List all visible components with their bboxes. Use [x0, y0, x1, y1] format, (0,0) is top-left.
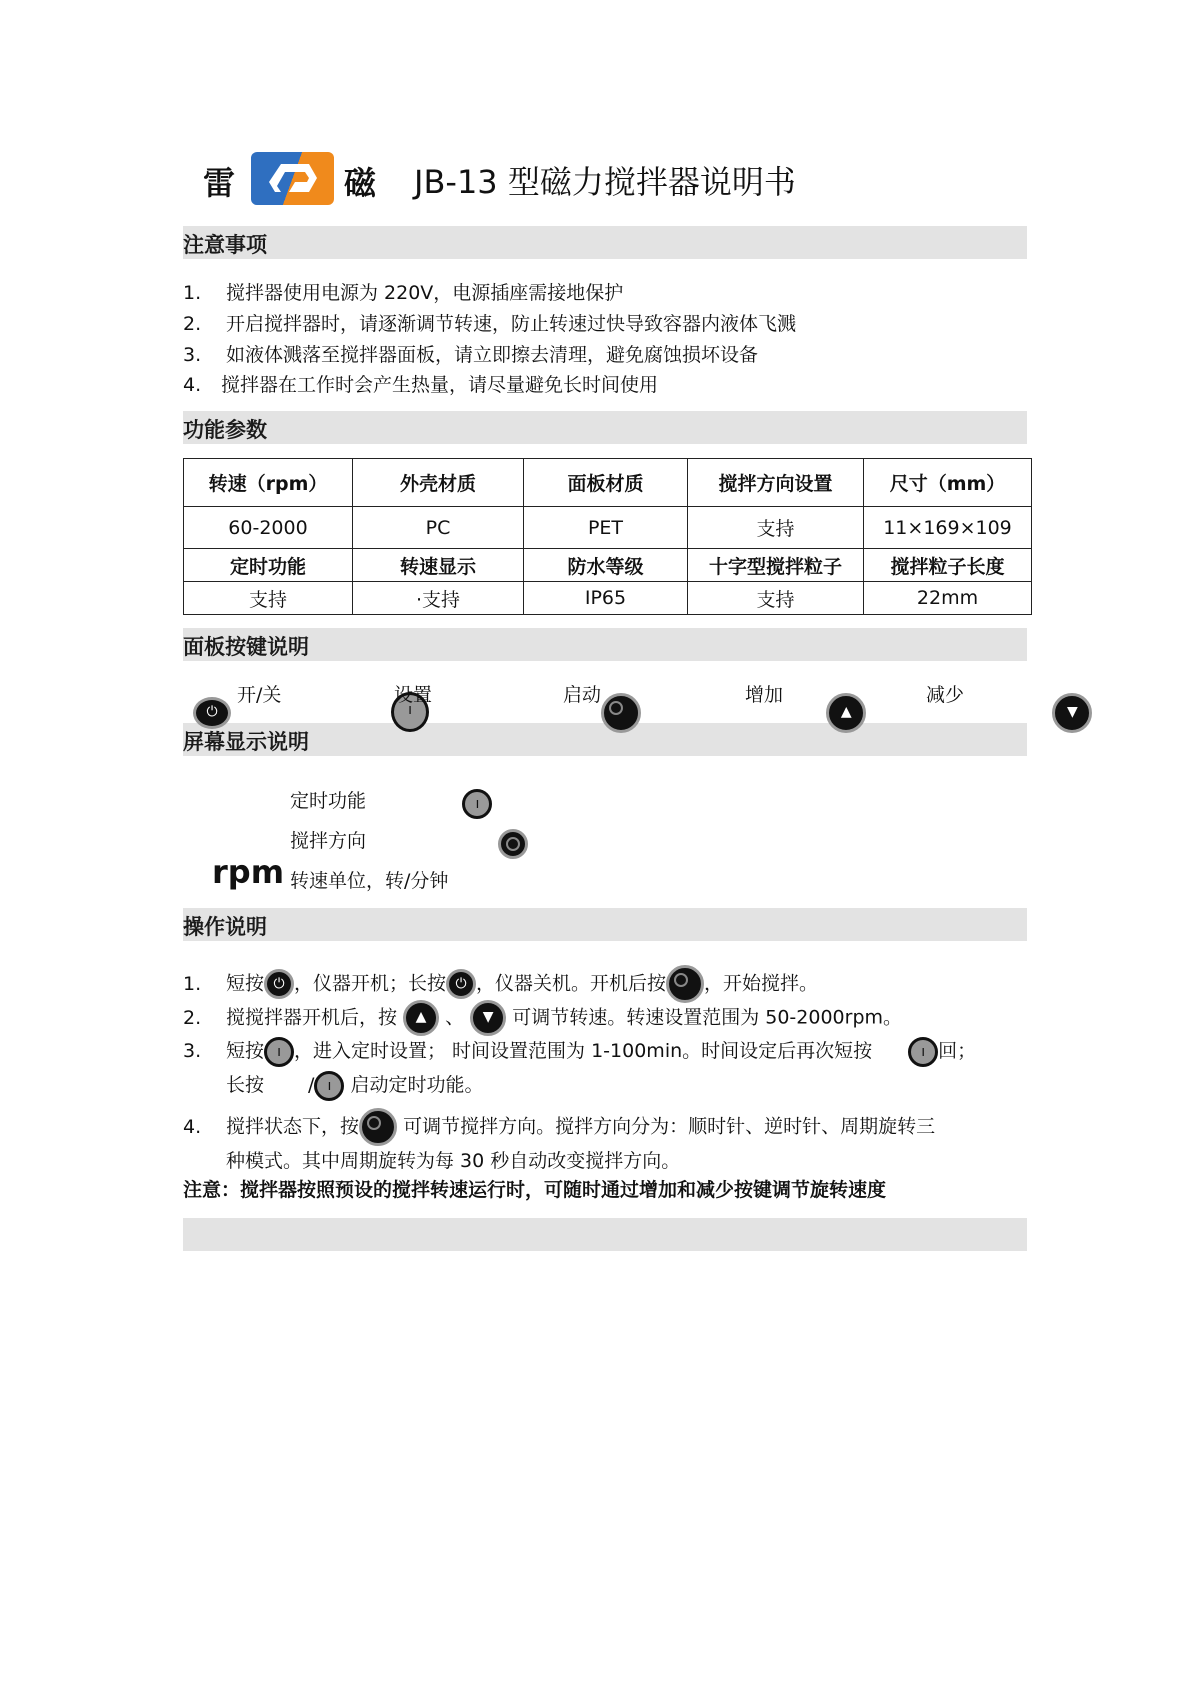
text: 可调节转速。转速设置范围为 50-2000rpm。 [512, 1006, 903, 1029]
item-text: 如液体溅落至搅拌器面板，请立即擦去清理，避免腐蚀损坏设备 [226, 344, 759, 366]
item-number: 4. [183, 374, 202, 396]
power-icon: ⏻ [193, 697, 231, 729]
key-label-set: 设置 [394, 684, 433, 706]
item-number: 3. [183, 1040, 202, 1062]
section-heading-params [183, 411, 1027, 444]
op-item-continued [183, 1146, 680, 1173]
down-arrow-icon: ▼ [1052, 693, 1092, 733]
text: ，开始搅拌。 [704, 972, 819, 995]
text: 回； [938, 1040, 977, 1062]
screen-label-timer: 定时功能 [290, 790, 367, 812]
text: 搅拌状态下，按 [226, 1115, 360, 1138]
logo-text-right: 磁 [344, 164, 377, 202]
rpm-symbol: rpm [212, 853, 285, 891]
start-ring-icon [666, 965, 704, 1003]
table-cell: PC [353, 507, 524, 549]
clock-icon: ı [462, 789, 492, 819]
notice-item [183, 340, 758, 367]
text: ，进入定时设置； 时间设置范围为 1-100min。时间设定后再次短按 [294, 1040, 873, 1062]
logo-icon [251, 152, 334, 205]
table-cell: 外壳材质 [353, 459, 524, 507]
op-item [183, 1036, 976, 1067]
text: 搅搅拌器开机后，按 [226, 1006, 398, 1029]
table-cell: 支持 [184, 582, 353, 615]
key-label-power: 开/关 [237, 684, 282, 706]
table-cell: 搅拌粒子长度 [864, 549, 1032, 582]
table-row [184, 459, 1032, 507]
table-cell: 搅拌方向设置 [688, 459, 864, 507]
op-item [183, 1070, 483, 1101]
key-label-decrease: 减少 [926, 684, 965, 706]
notice-item [183, 278, 623, 305]
clock-icon: ı [264, 1037, 294, 1067]
logo-text-left: 雷 [203, 164, 236, 202]
item-number: 2. [183, 1006, 202, 1029]
table-cell: IP65 [524, 582, 688, 615]
direction-ring-icon [498, 829, 528, 859]
up-arrow-icon: ▲ [826, 693, 866, 733]
clock-icon: ı [314, 1071, 344, 1101]
text: 可调节搅拌方向。搅拌方向分为：顺时针、逆时针、周期旋转三 [403, 1115, 936, 1138]
heading-text: 功能参数 [183, 418, 267, 442]
screen-label-rpm: 转速单位，转/分钟 [290, 870, 449, 892]
attention-note: 注意：搅拌器按照预设的搅拌转速运行时，可随时通过增加和减少按键调节旋转速度 [183, 1179, 887, 1201]
empty-section-bar [183, 1218, 1027, 1251]
up-arrow-icon: ▲ [403, 1000, 439, 1036]
table-cell: 转速（rpm） [184, 459, 353, 507]
section-heading-notice [183, 226, 1027, 259]
op-item [183, 1000, 902, 1036]
item-number: 3. [183, 344, 202, 366]
text: 种模式。其中周期旋转为每 30 秒自动改变搅拌方向。 [226, 1150, 681, 1172]
op-item [183, 965, 818, 1003]
table-cell: 11×169×109 [864, 507, 1032, 549]
table-cell: 60-2000 [184, 507, 353, 549]
notice-item [183, 309, 796, 336]
text: 短按 [226, 1040, 265, 1062]
section-heading-keys [183, 628, 1027, 661]
key-label-start: 启动 [563, 684, 602, 706]
table-cell: 22mm [864, 582, 1032, 615]
screen-label-direction: 搅拌方向 [290, 830, 367, 852]
table-cell: 面板材质 [524, 459, 688, 507]
direction-ring-icon [359, 1108, 397, 1146]
op-item [183, 1108, 935, 1146]
heading-text: 屏幕显示说明 [183, 730, 309, 754]
table-cell: 支持 [688, 507, 864, 549]
table-cell: 十字型搅拌粒子 [688, 549, 864, 582]
table-cell: ·支持 [353, 582, 524, 615]
text: ，仪器关机。开机后按 [476, 972, 667, 995]
params-table [183, 458, 1032, 615]
table-cell: 支持 [688, 582, 864, 615]
item-text: 开启搅拌器时，请逐渐调节转速，防止转速过快导致容器内液体飞溅 [226, 313, 797, 335]
table-cell: PET [524, 507, 688, 549]
clock-icon: ı [908, 1037, 938, 1067]
text: 启动定时功能。 [350, 1074, 484, 1096]
heading-text: 注意事项 [183, 233, 267, 257]
clock-icon: ı [391, 692, 429, 732]
down-arrow-icon: ▼ [470, 1000, 506, 1036]
text: 短按 [226, 972, 265, 995]
power-icon: ⏻ [446, 969, 476, 999]
start-ring-icon [601, 693, 641, 733]
item-number: 4. [183, 1115, 202, 1138]
text: 、 [445, 1006, 465, 1029]
document-title: JB-13 型磁力搅拌器说明书 [414, 163, 796, 201]
key-label-increase: 增加 [745, 684, 784, 706]
table-cell: 防水等级 [524, 549, 688, 582]
heading-text: 操作说明 [183, 915, 267, 939]
text: ，仪器开机；长按 [294, 972, 447, 995]
item-text: 搅拌器在工作时会产生热量，请尽量避免长时间使用 [221, 374, 659, 396]
power-icon: ⏻ [264, 969, 294, 999]
section-heading-screen [183, 723, 1027, 756]
table-row [184, 582, 1032, 615]
table-cell: 转速显示 [353, 549, 524, 582]
text: 长按 [226, 1074, 265, 1096]
text: / [308, 1074, 315, 1096]
section-heading-ops [183, 908, 1027, 941]
table-cell: 定时功能 [184, 549, 353, 582]
table-row [184, 507, 1032, 549]
item-number: 2. [183, 313, 202, 335]
item-number: 1. [183, 972, 202, 995]
table-row [184, 549, 1032, 582]
heading-text: 面板按键说明 [183, 635, 309, 659]
table-cell: 尺寸（mm） [864, 459, 1032, 507]
notice-item [183, 370, 658, 397]
item-number: 1. [183, 282, 202, 304]
item-text: 搅拌器使用电源为 220V，电源插座需接地保护 [226, 282, 624, 304]
